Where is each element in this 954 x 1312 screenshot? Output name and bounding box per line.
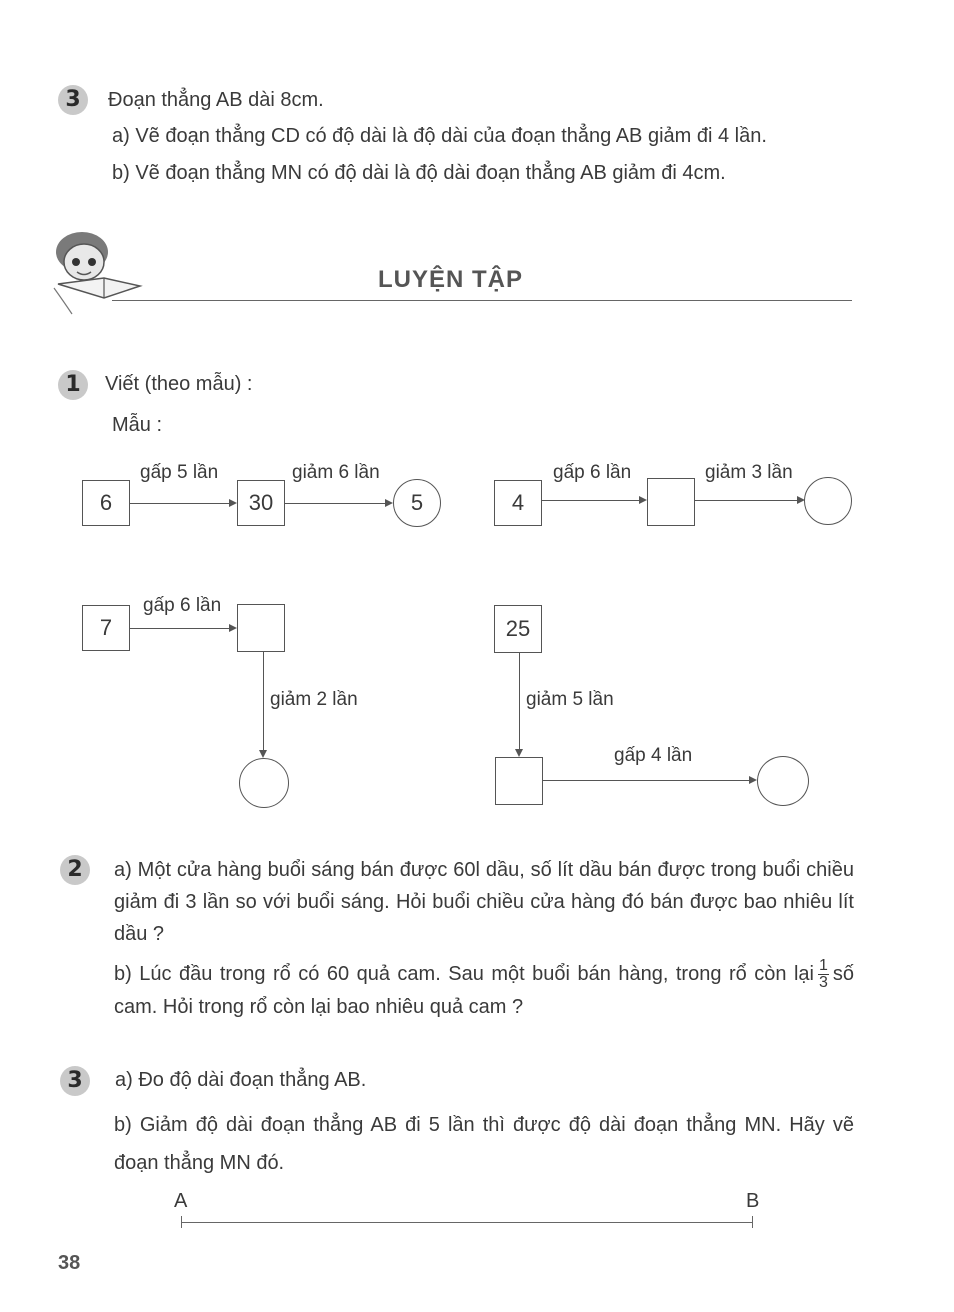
segment-tick-b [752,1216,753,1228]
answer-box[interactable] [237,604,285,652]
segment-tick-a [181,1216,182,1228]
start-box: 25 [494,605,542,653]
operation-label: giảm 2 lần [270,689,358,710]
exercise-part-a: a) Vẽ đoạn thẳng CD có độ dài là độ dài của đoạn thẳng AB giảm đi 4 lần. [112,125,767,147]
arrow-head-icon [385,499,393,507]
sample-end-circle: 5 [393,479,441,527]
fraction-denominator: 3 [818,974,828,992]
exercise-number-badge: 3 [60,1066,90,1096]
answer-circle[interactable] [757,756,809,806]
connector-line [519,653,520,749]
answer-circle[interactable] [804,477,852,525]
sample-mid-box: 30 [237,480,285,526]
arrow-head-icon [639,496,647,504]
point-a-label: A [174,1190,188,1212]
section-title: LUYỆN TẬP [378,266,524,293]
answer-box[interactable] [495,757,543,805]
point-b-label: B [746,1190,760,1212]
connector-line [130,628,229,629]
exercise-part-b: b) Vẽ đoạn thẳng MN có độ dài là độ dài đoạn thẳng AB giảm đi 4cm. [112,162,726,184]
answer-circle[interactable] [239,758,289,808]
connector-line [263,652,264,750]
start-box: 7 [82,605,130,651]
reading-child-icon [44,222,154,322]
exercise-part-a: a) Một cửa hàng buổi sáng bán được 60l dầu, số lít dầu bán được trong buổi chiều giảm đi 3 lần so với buổi sáng. Hỏi buổi chiều cửa hàng đó bán được bao nhiêu lít dầu ? [114,859,854,945]
arrow-head-icon [259,750,267,758]
connector-line [285,503,385,504]
arrow-head-icon [229,499,237,507]
exercise-part-b: b) Giảm độ dài đoạn thẳng AB đi 5 lần thì được độ dài đoạn thẳng MN. Hãy vẽ đoạn thẳng MN đó. [114,1114,854,1174]
part-b-text-after: số cam. Hỏi trong rổ còn lại bao nhiêu quả cam ? [114,963,854,1019]
operation-label: gấp 5 lần [140,462,219,483]
connector-line [695,500,797,501]
operation-label: gấp 6 lần [553,462,632,483]
arrow-head-icon [229,624,237,632]
exercise-instruction: Viết (theo mẫu) : [105,373,253,395]
section-divider [112,300,852,301]
answer-box[interactable] [647,478,695,526]
operation-label: giảm 3 lần [705,462,793,483]
exercise-number-badge: 2 [60,855,90,885]
operation-label: gấp 4 lần [614,745,693,766]
fraction [818,958,829,991]
connector-line [542,500,639,501]
sample-label: Mẫu : [112,414,163,436]
page-number: 38 [58,1252,81,1274]
start-box: 4 [494,480,542,526]
operation-label: giảm 5 lần [526,689,614,710]
connector-line [543,780,749,781]
operation-label: gấp 6 lần [143,595,222,616]
exercise-intro: Đoạn thẳng AB dài 8cm. [108,89,324,111]
exercise-part-b [114,958,854,1023]
exercise-part-a: a) Đo độ dài đoạn thẳng AB. [115,1069,367,1091]
arrow-head-icon [749,776,757,784]
fraction-numerator: 1 [818,957,828,975]
exercise-number-badge: 1 [58,370,88,400]
segment-ab [181,1222,753,1223]
sample-start-box: 6 [82,480,130,526]
part-b-text-before: b) Lúc đầu trong rổ có 60 quả cam. Sau một buổi bán hàng, trong rổ còn lại [114,963,814,985]
operation-label: giảm 6 lần [292,462,380,483]
connector-line [130,503,229,504]
exercise-number-badge: 3 [58,85,88,115]
arrow-head-icon [515,749,523,757]
